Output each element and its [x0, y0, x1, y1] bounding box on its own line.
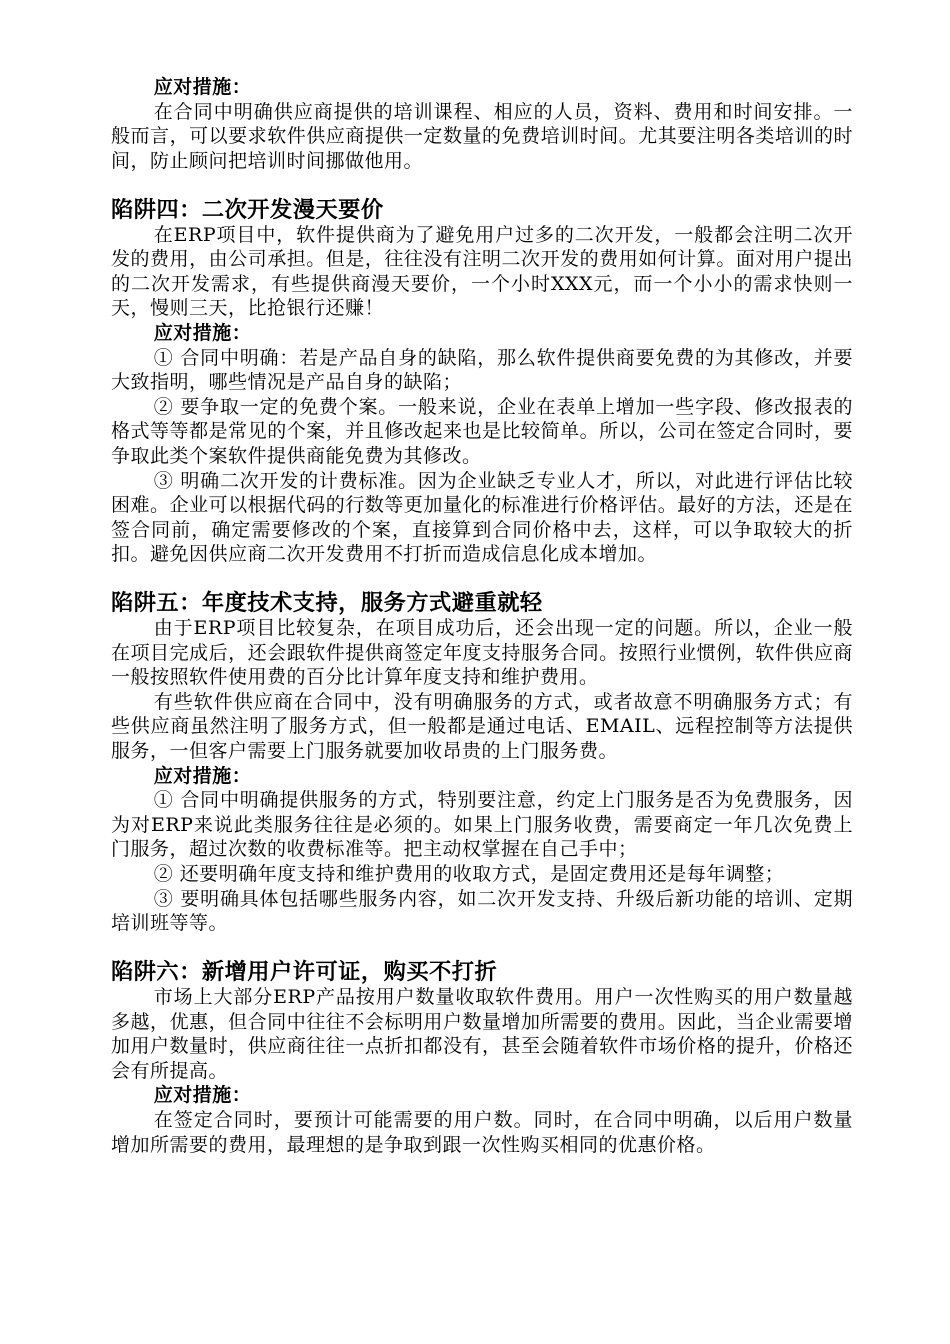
- list-item: ① 合同中明确提供服务的方式，特别要注意，约定上门服务是否为免费服务，因为对ERP来说此类服务往往是必须的。如果上门服务收费，需要商定一年几次免费上门服务，超过次数的收费标准等。把主动权掌握在自己手中；: [111, 789, 853, 861]
- list-item: ③ 要明确具体包括哪些服务内容，如二次开发支持、升级后新功能的培训、定期培训班等等。: [111, 887, 853, 935]
- paragraph: 有些软件供应商在合同中，没有明确服务的方式，或者故意不明确服务方式；有些供应商虽然注明了服务方式，但一般都是通过电话、EMAIL、远程控制等方法提供服务，一但客户需要上门服务就要加收昂贵的上门服务费。: [111, 690, 853, 763]
- paragraph: 在ERP项目中，软件提供商为了避免用户过多的二次开发，一般都会注明二次开发的费用，由公司承担。但是，往往没有注明二次开发的费用如何计算。面对用户提出的二次开发需求，有些提供商漫天要价，一个小时XXX元，而一个小小的需求快则一天，慢则三天，比抢银行还赚！: [111, 223, 853, 320]
- countermeasure-label: 应对措施：: [153, 764, 252, 787]
- list-item: ① 合同中明确：若是产品自身的缺陷，那么软件提供商要免费的为其修改，并要大致指明，哪些情况是产品自身的缺陷；: [111, 346, 853, 394]
- list-item: ③ 明确二次开发的计费标准。因为企业缺乏专业人才，所以，对此进行评估比较困难。企业可以根据代码的行数等更加量化的标准进行价格评估。最好的方法，还是在签合同前，确定需要修改的个案，直接算到合同价格中去，这样，可以争取较大的折扣。避免因供应商二次开发费用不打折而造成信息化成本增加。: [111, 469, 853, 566]
- paragraph: 由于ERP项目比较复杂，在项目成功后，还会出现一定的问题。所以，企业一般在项目完成后，还会跟软件提供商签定年度支持服务合同。按照行业惯例，软件供应商一般按照软件使用费的百分比计算年度支持和维护费用。: [111, 617, 853, 689]
- section-heading-trap-5: 陷阱五：年度技术支持，服务方式避重就轻: [111, 590, 543, 617]
- section-heading-trap-4: 陷阱四：二次开发漫天要价: [111, 196, 384, 223]
- list-item: ② 还要明确年度支持和维护费用的收取方式，是固定费用还是每年调整；: [153, 863, 785, 885]
- countermeasure-label: 应对措施：: [153, 321, 252, 344]
- countermeasure-label: 应对措施：: [153, 1084, 252, 1107]
- document-page: [111, 75, 853, 1157]
- countermeasure-label: 应对措施：: [153, 76, 252, 98]
- paragraph: 在合同中明确供应商提供的培训课程、相应的人员，资料、费用和时间安排。一般而言，可以要求软件供应商提供一定数量的免费培训时间。尤其要注明各类培训的时间，防止顾问把培训时间挪做他用。: [111, 100, 853, 172]
- paragraph: 在签定合同时，要预计可能需要的用户数。同时，在合同中明确，以后用户数量增加所需要的费用，最理想的是争取到跟一次性购买相同的优惠价格。: [111, 1108, 853, 1156]
- list-item: ② 要争取一定的免费个案。一般来说，企业在表单上增加一些字段、修改报表的格式等等都是常见的个案，并且修改起来也是比较简单。所以，公司在签定合同时，要争取此类个案软件提供商能免费为其修改。: [111, 395, 853, 467]
- section-heading-trap-6: 陷阱六：新增用户许可证，购买不打折: [111, 959, 498, 986]
- paragraph: 市场上大部分ERP产品按用户数量收取软件费用。用户一次性购买的用户数量越多越，优惠，但合同中往往不会标明用户数量增加所需要的费用。因此，当企业需要增加用户数量时，供应商往往一点折扣都没有，甚至会随着软件市场价格的提升，价格还会有所提高。: [111, 985, 853, 1082]
